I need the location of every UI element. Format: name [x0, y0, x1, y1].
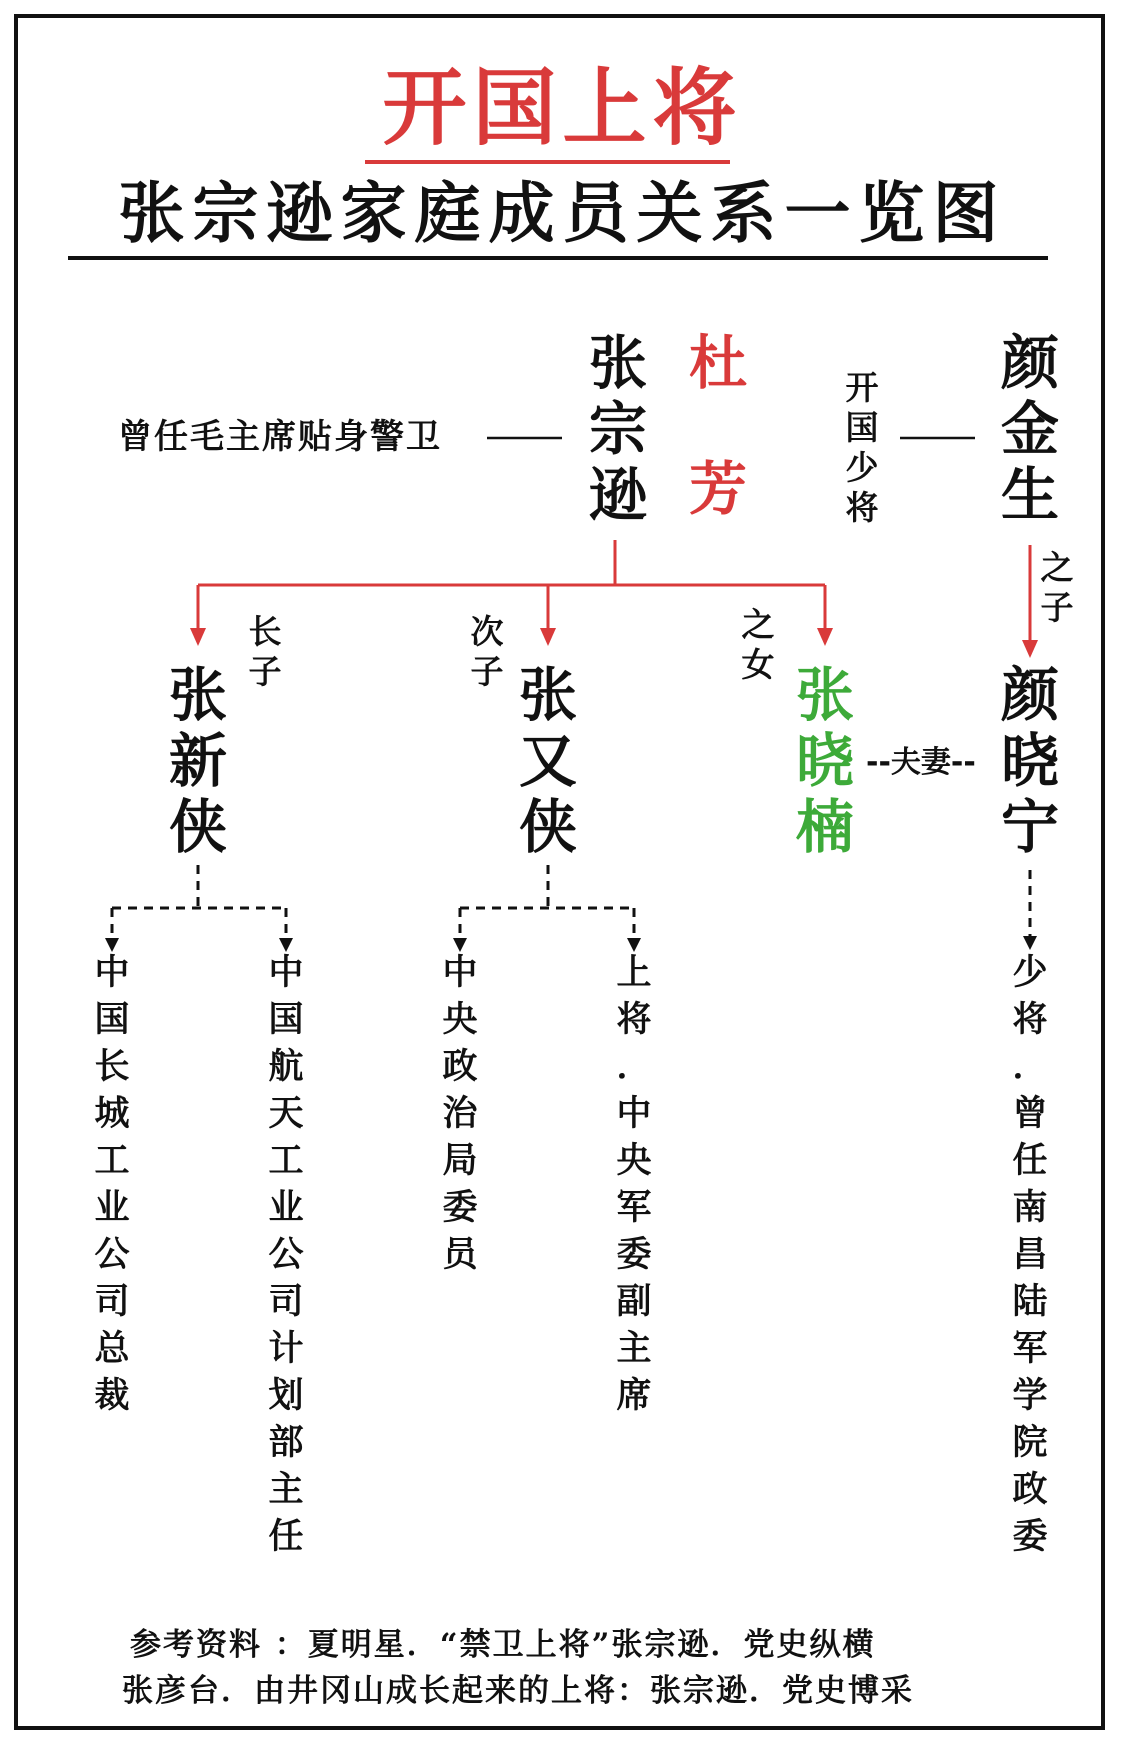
- patriarch-name: 张 宗 逊: [588, 329, 647, 529]
- in-law-son-relation: 之 子: [1040, 548, 1074, 627]
- child-1-relation: 长 子: [248, 612, 282, 691]
- child-2-name: 张 又 侠: [518, 661, 577, 861]
- child-1-position-2: 中 国 航 天 工 业 公 司 计 划 部 主 任: [268, 953, 304, 1557]
- reference-line-1: 参考资料 ：夏明星．“禁卫上将”张宗逊．党史纵横: [130, 1627, 876, 1663]
- child-1-position-1: 中 国 长 城 工 业 公 司 总 裁: [94, 953, 130, 1416]
- child-2-position-1: 中 央 政 治 局 委 员: [442, 953, 478, 1275]
- child-3-relation: 之 女: [741, 605, 775, 684]
- subtitle: 张宗逊家庭成员关系一览图: [118, 174, 1007, 252]
- son-in-law-position: 少 将 ． 曾 任 南 昌 陆 军 学 院 政 委: [1012, 953, 1048, 1557]
- patriarch-note: 曾任毛主席贴身警卫: [118, 417, 442, 457]
- in-law-name: 颜 金 生: [1000, 329, 1059, 529]
- reference-line-2: 张彦台．由井冈山成长起来的上将：张宗逊．党史博采: [122, 1673, 914, 1709]
- main-title: 开国上将: [382, 58, 743, 157]
- child-2-relation: 次 子: [470, 612, 504, 691]
- child-2-position-2: 上 将 ． 中 央 军 委 副 主 席: [616, 953, 652, 1416]
- couple-label: --夫妻--: [866, 745, 976, 780]
- child-1-name: 张 新 侠: [168, 661, 227, 861]
- son-in-law-name: 颜 晓 宁: [1000, 661, 1059, 861]
- wife-name: 杜 芳: [688, 329, 747, 523]
- in-law-rank: 开 国 少 将: [845, 368, 879, 527]
- child-3-name: 张 晓 楠: [795, 661, 854, 861]
